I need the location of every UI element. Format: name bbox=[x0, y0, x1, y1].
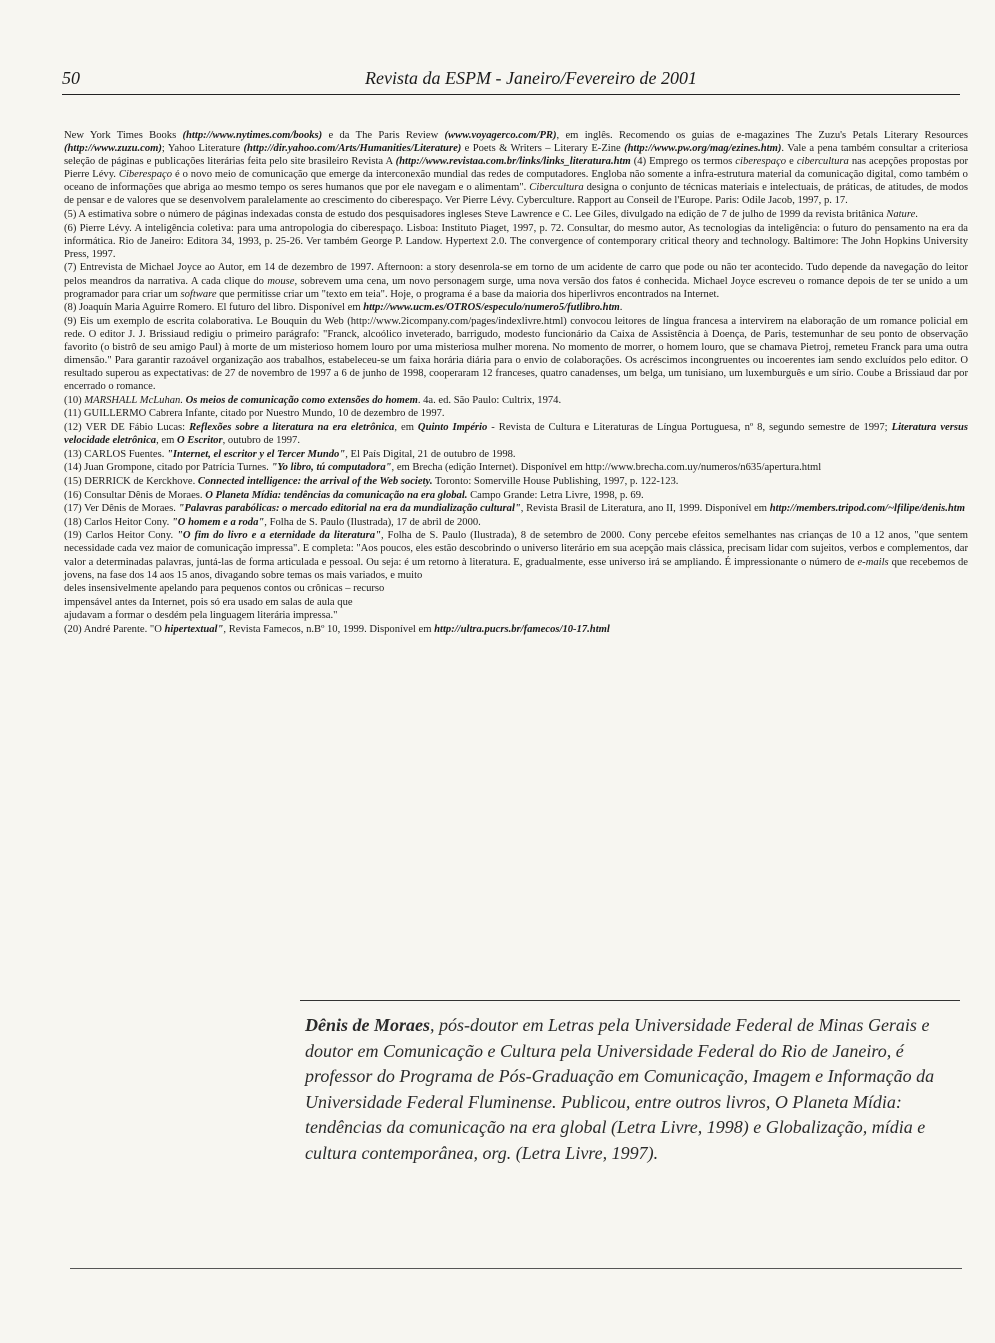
endnote-text: . Vale a pena também consultar a criteriosa seleção de páginas e publicações literárias feita pelo site brasileiro Revista A bbox=[64, 143, 969, 168]
endnote-text: Toronto: Somerville House Publishing, 1997, p. 122-123. bbox=[432, 475, 679, 487]
endnote-text: (19) Carlos Heitor Cony. bbox=[64, 530, 178, 542]
endnote-text: designa o conjunto de técnicas materiais e intelectuais, de práticas, de atitudes, de modos de pensar e de valores que se desenvolvem paralelamente ao crescimento do ciberespaço. Ver Pierre Lévy. Cyberculture. Rapport au Conseil de l'Europe. Paris: Odile Jacob, 1997, p. 17. bbox=[64, 182, 968, 207]
endnote-text: , Revista Famecos, n.Bº 10, 1999. Disponível em bbox=[223, 623, 435, 635]
endnote-text: , em bbox=[156, 435, 177, 447]
endnote-text: deles insensivelmente apelando para pequenos contos ou crônicas – recurso bbox=[64, 583, 385, 595]
endnote-text: (7) Entrevista de Michael Joyce ao Autor, em 14 de dezembro de 1997. Afternoon: a story desenrola-se em torno de um acidente de carro que pode ou não ter acontecido. Tudo depende da navegação do leitor pelos meandros da narrativa. A cada clique do bbox=[64, 262, 968, 287]
endnote-text: , em Brecha (edição Internet). Disponível em http://www.brecha.com.uy/numeros/n635/apertura.html bbox=[391, 462, 822, 474]
endnote-text: New York Times Books bbox=[64, 130, 183, 141]
endnote-text: ajudavam a formar o desdém pela linguagem literária impressa." bbox=[64, 610, 338, 622]
bio-rule bbox=[300, 1000, 960, 1001]
endnote-text: , sobrevem uma cena, um novo personagem surge, uma nova versão dos fatos é conhecida. Michael Joyce escreveu o romance depois de ter se unido a um programador para criar um bbox=[64, 275, 969, 300]
endnote-text: Campo Grande: Letra Livre, 1998, p. 69. bbox=[467, 489, 644, 501]
endnote bbox=[64, 461, 968, 474]
endnote-text: (9) Eis um exemplo de escrita colaborativa. Le Bouquin du Web (http://www.2icompany.com/pages/indexlivre.html) convocou leitores de língua francesa a intervirem na elaboração de um romance policial em rede. O editor J. J. Brissiaud redigiu o primeiro parágrafo: "Franck, alcoólico inveterado, barrigudo, modesto funcionário da Caixa de Assistência à Doença, de Paris, testemunhar de seu ponto de observação favorito (o bistrô de seu amigo Paul) à morte de um misterioso homem louro por uma misteriosa mulher morena. No momento de morrer, o homem louro, que se chamava Pietroj, remeteu Franck para uma outra dimensão." Para garantir razoável organização aos trabalhos, estabeleceu-se um faixa horária diária para o envio de colaborações. Os acréscimos incongruentes ou incoerentes iam sendo excluídos pelo editor. O resultado superou as expectativas: de 27 de novembro de 1997 a 6 de junho de 1998, cooperaram 12 franceses, quatro canadenses, um belga, um tunisiano, um luxemburguês e um sírio. Coube a Brissiaud dar por encerrado o romance. bbox=[64, 315, 968, 393]
endnote-text: - Revista de Cultura e Literaturas de Língua Portuguesa, nº 8, segundo semestre de 1997; bbox=[487, 422, 892, 434]
endnote bbox=[64, 475, 968, 488]
endnote bbox=[64, 502, 968, 515]
endnote-text: http://members.tripod.com/~lfilipe/denis.htm bbox=[769, 503, 965, 515]
endnote-text: "Yo libro, tú computadora" bbox=[271, 462, 392, 474]
endnote bbox=[64, 301, 968, 314]
endnote bbox=[64, 222, 968, 261]
endnote-text: . bbox=[915, 209, 918, 221]
endnote-text: impensável antes da Internet, pois só era usado em salas de aula que bbox=[64, 596, 353, 608]
endnote-text: hipertextual" bbox=[164, 623, 224, 635]
endnote-text: "O homem e a roda" bbox=[171, 516, 265, 528]
endnote-text: , em bbox=[394, 422, 418, 434]
endnote-text: MARSHALL McLuhan. bbox=[84, 394, 183, 406]
endnote bbox=[64, 596, 968, 609]
author-bio-text: , pós-doutor em Letras pela Universidade Federal de Minas Gerais e doutor em Comunicação e Cultura pela Universidade Federal do Rio de Janeiro, é professor do Programa de Pós-Graduação em Comunicação, Imagem e Informação da Universidade Federal Fluminense. Publicou, entre outros livros, O Planeta Mídia: tendências da comunicação na era global (Letra Livre, 1998) e Globalização, mídia e cultura contemporânea, org. (Letra Livre, 1997). bbox=[305, 1015, 935, 1163]
endnote bbox=[64, 208, 968, 221]
endnote-text: (15) DERRICK de Kerckhove. bbox=[64, 475, 198, 487]
endnote-text: (4) Emprego os termos bbox=[630, 156, 736, 168]
endnote-text: ciberespaço bbox=[735, 156, 787, 168]
endnote-text: (12) VER DE Fábio Lucas: bbox=[64, 422, 190, 434]
endnote-text: , outubro de 1997. bbox=[222, 435, 300, 447]
endnote-text: (6) Pierre Lévy. A inteligência coletiva: para uma antropologia do ciberespaço. Lisboa: Instituto Piaget, 1997, p. 72. Consultar, do mesmo autor, As tecnologias da inteligência: o futuro do pensamento na era da informática. Rio de Janeiro: Editora 34, 1993, p. 25-26. Ver também George P. Landow. Hypertext 2.0. The convergence of contemporary critical theory and technology. Baltimore: The John Hopkins University Press, 1997. bbox=[64, 222, 968, 260]
endnote-text: Literatura versus velocidade eletrônica bbox=[64, 422, 968, 447]
endnote-text: Reflexões sobre a literatura na era eletrônica bbox=[189, 422, 395, 434]
endnote-text: (13) CARLOS Fuentes. bbox=[64, 448, 167, 460]
endnote-text: Quinto Império bbox=[417, 422, 488, 434]
endnote-text: O Escritor bbox=[176, 435, 223, 447]
endnote-text: mouse bbox=[267, 275, 295, 287]
endnote-text: (5) A estimativa sobre o número de páginas indexadas consta de estudo dos pesquisadores ingleses Steve Lawrence e C. Lee Giles, divulgado na edição de 7 de julho de 1999 da revista britânica bbox=[64, 209, 887, 221]
endnote-text: O Planeta Mídia: tendências da comunicação na era global. bbox=[205, 489, 468, 501]
endnote-text: http://www.ucm.es/OTROS/especulo/numero5/futlibro.htm bbox=[363, 302, 620, 314]
endnote-text: (10) bbox=[64, 394, 85, 406]
endnote-text: Cibercultura bbox=[529, 182, 584, 194]
endnote-text: software bbox=[180, 288, 217, 300]
endnote-text: (http://www.zuzu.com) bbox=[64, 143, 162, 155]
journal-title: Revista da ESPM - Janeiro/Fevereiro de 2001 bbox=[365, 68, 697, 88]
endnote-text: , Revista Brasil de Literatura, ano II, 1999. Disponível em bbox=[520, 503, 770, 515]
endnote-text: (http://www.revistaa.com.br/links/links_literatura.htm bbox=[395, 156, 631, 168]
endnote bbox=[64, 609, 968, 622]
endnote-text: (14) Juan Grompone, citado por Patrícia Turnes. bbox=[64, 462, 272, 474]
endnote bbox=[64, 129, 968, 208]
endnote-text: Ciberespaço bbox=[118, 169, 173, 181]
author-name: Dênis de Moraes bbox=[305, 1015, 430, 1035]
running-header bbox=[62, 68, 960, 92]
endnote-text: (17) Ver Dênis de Moraes. bbox=[64, 503, 179, 515]
endnote-text: (www.voyagerco.com/PR) bbox=[444, 130, 557, 141]
endnote-text: "Palavras parabólicas: o mercado editorial na era da mundialização cultural" bbox=[178, 503, 521, 515]
endnote-text: , Folha de S. Paulo (Ilustrada), 17 de abril de 2000. bbox=[264, 516, 481, 528]
endnote-text: Os meios de comunicação como extensões do homem bbox=[185, 394, 418, 406]
footer-rule bbox=[70, 1268, 962, 1269]
endnote bbox=[64, 623, 968, 636]
endnote-text: (18) Carlos Heitor Cony. bbox=[64, 516, 172, 528]
endnote-text: Nature bbox=[886, 209, 916, 221]
endnote-text: (http://dir.yahoo.com/Arts/Humanities/Literature) bbox=[243, 143, 462, 155]
page-number: 50 bbox=[62, 68, 80, 88]
header-rule bbox=[62, 94, 960, 95]
endnote-text: . bbox=[619, 302, 623, 314]
endnote-text: "O fim do livro e a eternidade da literatura" bbox=[177, 530, 381, 542]
endnote bbox=[64, 516, 968, 529]
endnote bbox=[64, 489, 968, 502]
endnote bbox=[64, 582, 968, 595]
endnote-text: e Poets & Writers – Literary E-Zine bbox=[461, 143, 625, 155]
endnote-text: (8) Joaquín Maria Aguirre Romero. El futuro del libro. Disponível em bbox=[64, 302, 364, 314]
endnote-text: (16) Consultar Dênis de Moraes. bbox=[64, 489, 206, 501]
endnote-text: (http://www.pw.org/mag/ezines.htm) bbox=[624, 143, 782, 155]
endnote-text: que permitisse criar um "texto em teia". Hoje, o programa é a base da maioria dos hiperlivros encontrados na Internet. bbox=[216, 288, 720, 300]
endnote-text: e bbox=[786, 156, 797, 168]
author-bio bbox=[305, 1013, 961, 1166]
endnote-text: "Internet, el escritor y el Tercer Mundo" bbox=[167, 448, 346, 460]
endnote-text: que recebemos de jovens, na fase dos 14 aos 15 anos, divagando sobre temas os mais variados, e muito bbox=[64, 556, 968, 581]
endnote bbox=[64, 394, 968, 407]
endnote-text: é o novo meio de comunicação que emerge da interconexão mundial das redes de computadores. Engloba não somente a infra-estrutura material da comunicação digital, como também o oceano de informações que abriga ao mesmo tempo os seres humanos que por ele navegam e o alimentam". bbox=[64, 169, 968, 194]
endnote-text: http://ultra.pucrs.br/famecos/10-17.html bbox=[434, 623, 610, 635]
endnote-text: , em inglês. Recomendo os guias de e-magazines The Zuzu's Petals Literary Resources bbox=[556, 130, 968, 141]
endnotes bbox=[64, 129, 968, 637]
endnote-text: nas acepções propostas por Pierre Lévy. bbox=[64, 156, 969, 181]
endnote bbox=[64, 448, 968, 461]
endnote-text: , El País Digital, 21 de outubro de 1998. bbox=[345, 448, 516, 460]
endnote-text: , Folha de S. Paulo (Ilustrada), 8 de setembro de 2000. Cony percebe efeitos semelhantes nas crianças de 10 a 12 anos, "que sentem necessidade cada vez maior de comunicação impressa". E completa: "Aos poucos, eles estão descobrindo o universo literário em sua acepção mais clássica, precisam lidar com sujeitos, verbos e complementos, dar valor a determinadas palavras, juntá-las de forma articulada e pessoal. Ou seja: é um retorno à literatura. E, gradualmente, esse universo irá se ampliando. É impressionante o número de bbox=[64, 530, 968, 568]
endnote bbox=[64, 407, 968, 420]
endnote-text: (11) GUILLERMO Cabrera Infante, citado por Nuestro Mundo, 10 de dezembro de 1997. bbox=[64, 408, 445, 420]
endnote bbox=[64, 421, 968, 447]
endnote-text: (http://www.nytimes.com/books) bbox=[182, 130, 323, 141]
endnote-text: e da The Paris Review bbox=[322, 130, 445, 141]
endnote-text: . 4a. ed. São Paulo: Cultrix, 1974. bbox=[417, 394, 562, 406]
endnote bbox=[64, 261, 968, 300]
endnote bbox=[64, 315, 968, 394]
endnote bbox=[64, 529, 968, 581]
endnote-text: e-mails bbox=[857, 556, 889, 568]
endnote-text: (20) André Parente. "O bbox=[64, 623, 165, 635]
endnote-text: ; Yahoo Literature bbox=[161, 143, 244, 155]
endnote-text: cibercultura bbox=[796, 156, 849, 168]
endnote-text: Connected intelligence: the arrival of the Web society. bbox=[197, 475, 433, 487]
